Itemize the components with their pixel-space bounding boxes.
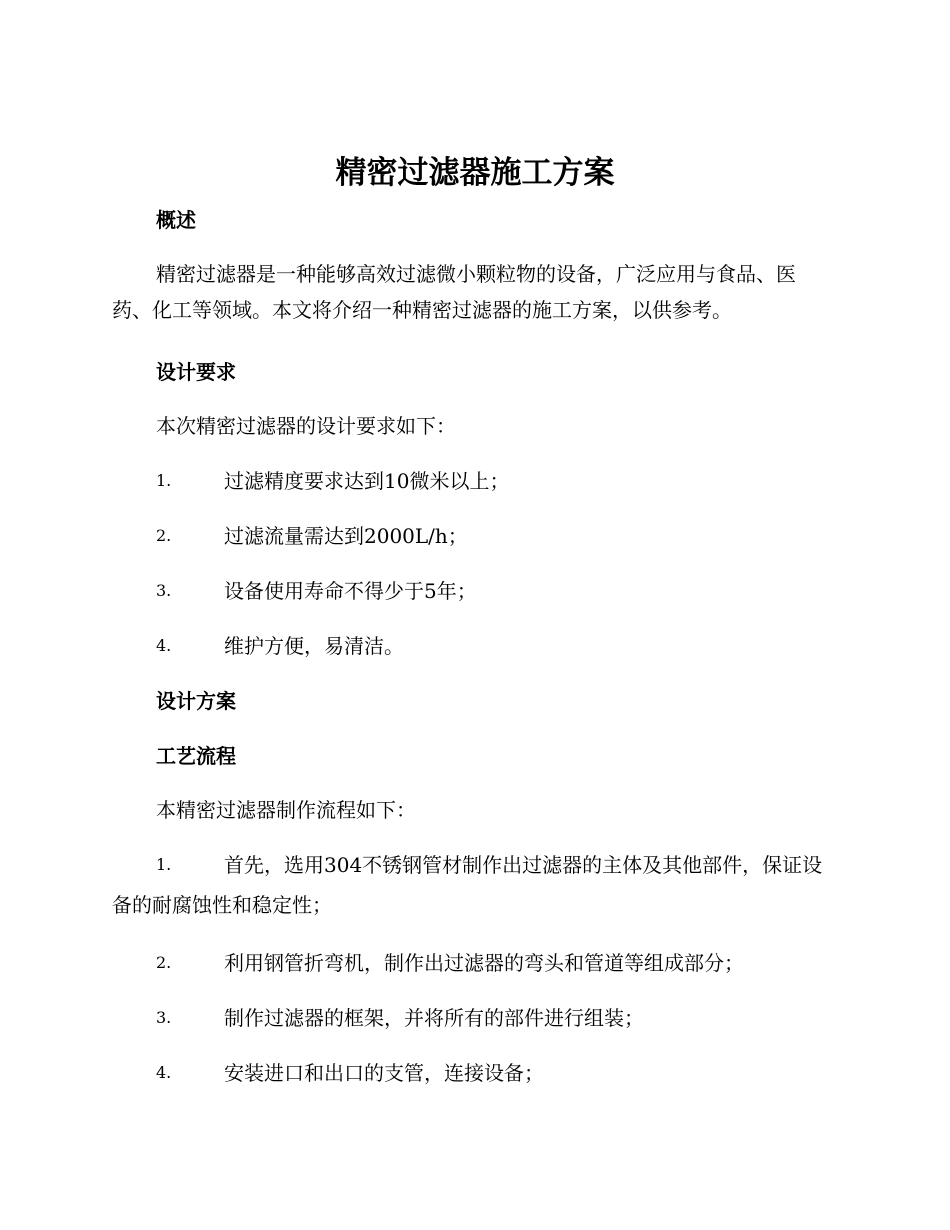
document-title: 精密过滤器施工方案 bbox=[335, 155, 615, 191]
overview-paragraph: 精密过滤器是一种能够高效过滤微小颗粒物的设备，广泛应用与食品、医药、化工等领域。本文将介绍一种精密过滤器的施工方案，以供参考。 bbox=[112, 262, 796, 322]
list-item-number: 3. bbox=[156, 1008, 172, 1027]
list-item-number: 3. bbox=[156, 581, 172, 600]
process-list-item bbox=[112, 998, 832, 1038]
list-item-text: 设备使用寿命不得少于5年； bbox=[224, 579, 477, 603]
section-heading-design-requirements: 设计要求 bbox=[156, 360, 236, 384]
design-requirements-intro: 本次精密过滤器的设计要求如下： bbox=[156, 414, 456, 438]
section-heading-process-flow: 工艺流程 bbox=[156, 744, 236, 768]
list-item-text: 制作过滤器的框架，并将所有的部件进行组装； bbox=[224, 1006, 644, 1030]
list-item-text: 过滤精度要求达到10微米以上； bbox=[224, 469, 510, 493]
list-item-number: 2. bbox=[156, 953, 172, 972]
requirement-list-item bbox=[112, 516, 832, 556]
section-heading-overview: 概述 bbox=[156, 208, 196, 232]
process-list-item bbox=[112, 1053, 832, 1093]
list-item-text: 安装进口和出口的支管，连接设备； bbox=[224, 1061, 544, 1085]
list-item-text: 维护方便，易清洁。 bbox=[224, 634, 404, 658]
list-item-text: 首先，选用304不锈钢管材制作出过滤器的主体及其他部件，保证设备的耐腐蚀性和稳定性； bbox=[112, 853, 823, 917]
list-item-number: 1. bbox=[156, 471, 172, 490]
process-list-item bbox=[112, 943, 832, 983]
requirement-list-item bbox=[112, 571, 832, 611]
list-item-text: 利用钢管折弯机，制作出过滤器的弯头和管道等组成部分； bbox=[224, 951, 744, 975]
process-flow-intro: 本精密过滤器制作流程如下： bbox=[156, 798, 416, 822]
list-item-text: 过滤流量需达到2000L/h； bbox=[224, 524, 468, 548]
requirement-list-item bbox=[112, 461, 832, 501]
list-item-number: 1. bbox=[156, 855, 172, 874]
requirement-list-item bbox=[112, 626, 832, 666]
list-item-number: 2. bbox=[156, 526, 172, 545]
list-item-number: 4. bbox=[156, 1063, 172, 1082]
process-list-item bbox=[112, 845, 832, 925]
list-item-number: 4. bbox=[156, 636, 172, 655]
section-heading-design-plan: 设计方案 bbox=[156, 689, 236, 713]
